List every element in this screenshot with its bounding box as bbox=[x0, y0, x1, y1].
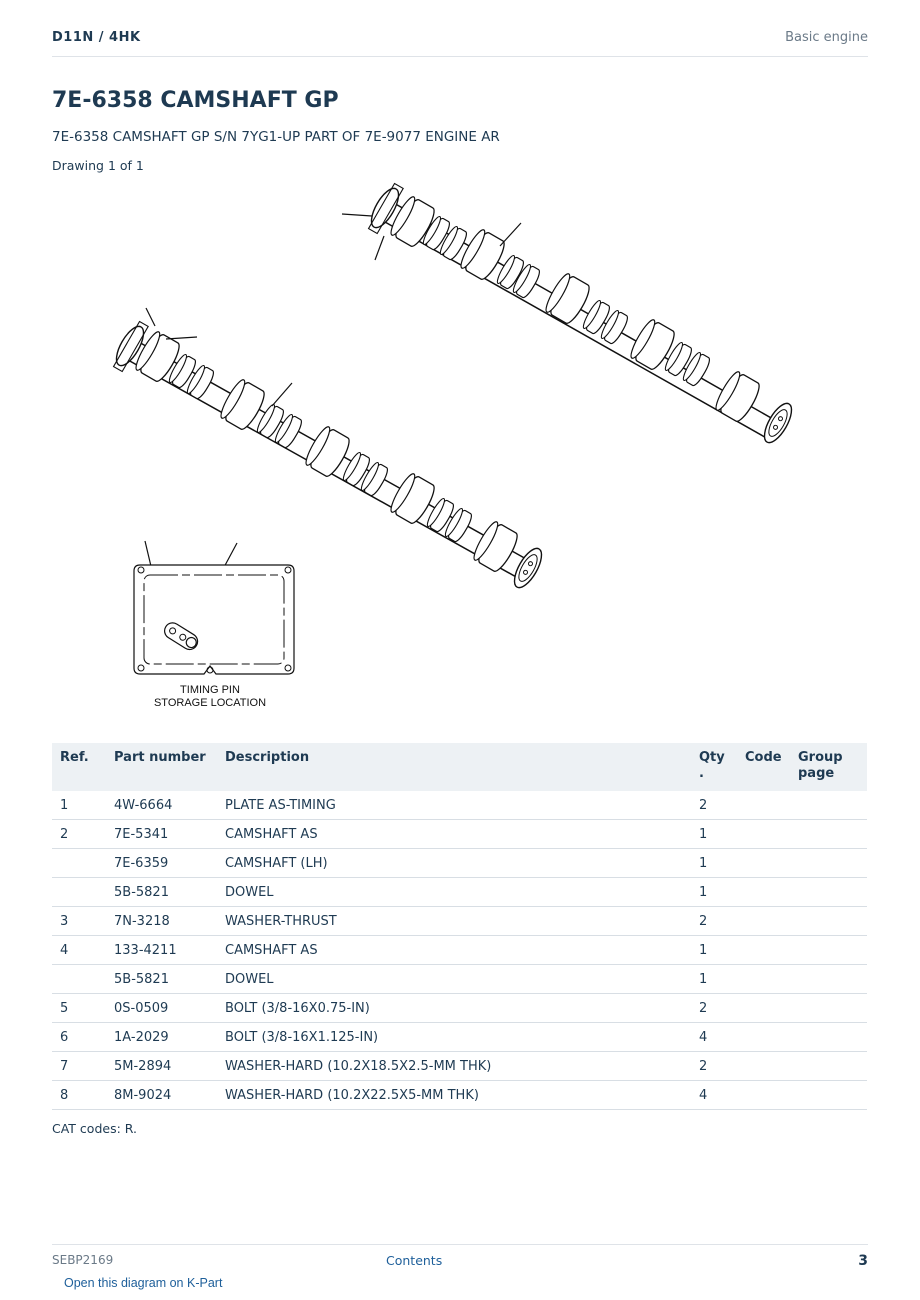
cell-description: DOWEL bbox=[217, 965, 691, 994]
cell-qty: 4 bbox=[691, 1081, 737, 1110]
cell-qty: 2 bbox=[691, 1052, 737, 1081]
cell-qty: 2 bbox=[691, 907, 737, 936]
cell-code bbox=[737, 791, 790, 820]
table-row bbox=[52, 994, 867, 1023]
cell-code bbox=[737, 1052, 790, 1081]
drawing-label: Drawing 1 of 1 bbox=[52, 158, 144, 173]
cell-code bbox=[737, 965, 790, 994]
header-qty bbox=[691, 743, 737, 791]
parts-table bbox=[52, 743, 867, 1110]
cell-group-page bbox=[790, 791, 867, 820]
header-group-line1: Group bbox=[798, 750, 843, 765]
cell-part-number: 1A-2029 bbox=[106, 1023, 217, 1052]
header-qty-line1: Qty bbox=[699, 750, 725, 765]
table-header-row bbox=[52, 743, 867, 791]
header-qty-line2: . bbox=[699, 766, 704, 781]
cell-qty: 1 bbox=[691, 878, 737, 907]
cell-code bbox=[737, 936, 790, 965]
cell-ref: 5 bbox=[52, 994, 106, 1023]
cell-part-number: 4W-6664 bbox=[106, 791, 217, 820]
table-row bbox=[52, 1023, 867, 1052]
cell-part-number: 8M-9024 bbox=[106, 1081, 217, 1110]
page-title: 7E-6358 CAMSHAFT GP bbox=[52, 88, 339, 113]
header-description: Description bbox=[217, 743, 691, 791]
cell-group-page bbox=[790, 994, 867, 1023]
cell-group-page bbox=[790, 1023, 867, 1052]
cell-group-page bbox=[790, 1081, 867, 1110]
cell-ref: 3 bbox=[52, 907, 106, 936]
breadcrumb: D11N / 4HK bbox=[52, 30, 141, 45]
timing-pin-plate-inset bbox=[134, 565, 294, 674]
header-part-number: Part number bbox=[106, 743, 217, 791]
cell-group-page bbox=[790, 849, 867, 878]
cell-code bbox=[737, 1023, 790, 1052]
table-row bbox=[52, 849, 867, 878]
camshaft-diagram bbox=[100, 178, 820, 718]
camshaft-lower bbox=[109, 319, 547, 592]
cell-part-number: 5B-5821 bbox=[106, 965, 217, 994]
cell-qty: 2 bbox=[691, 994, 737, 1023]
cell-ref bbox=[52, 965, 106, 994]
cell-description: CAMSHAFT AS bbox=[217, 820, 691, 849]
cell-code bbox=[737, 1081, 790, 1110]
header-code: Code bbox=[737, 743, 790, 791]
cell-group-page bbox=[790, 936, 867, 965]
cell-qty: 1 bbox=[691, 965, 737, 994]
drawing-caption-line2: STORAGE LOCATION bbox=[153, 697, 267, 709]
cell-description: CAMSHAFT (LH) bbox=[217, 849, 691, 878]
page-header bbox=[52, 28, 868, 57]
cell-description: CAMSHAFT AS bbox=[217, 936, 691, 965]
cell-qty: 1 bbox=[691, 936, 737, 965]
cell-group-page bbox=[790, 820, 867, 849]
cell-part-number: 5B-5821 bbox=[106, 878, 217, 907]
cell-group-page bbox=[790, 1052, 867, 1081]
cell-code bbox=[737, 878, 790, 907]
cell-ref bbox=[52, 849, 106, 878]
cell-description: WASHER-THRUST bbox=[217, 907, 691, 936]
cell-description: WASHER-HARD (10.2X22.5X5-MM THK) bbox=[217, 1081, 691, 1110]
table-row bbox=[52, 820, 867, 849]
cell-ref: 7 bbox=[52, 1052, 106, 1081]
cell-ref: 4 bbox=[52, 936, 106, 965]
cell-qty: 2 bbox=[691, 791, 737, 820]
page-number: 3 bbox=[858, 1253, 868, 1269]
section-label: Basic engine bbox=[785, 30, 868, 45]
table-row bbox=[52, 878, 867, 907]
cell-group-page bbox=[790, 965, 867, 994]
cell-qty: 1 bbox=[691, 820, 737, 849]
cell-part-number: 7E-6359 bbox=[106, 849, 217, 878]
cell-part-number: 5M-2894 bbox=[106, 1052, 217, 1081]
header-ref: Ref. bbox=[52, 743, 106, 791]
cell-qty: 4 bbox=[691, 1023, 737, 1052]
cell-part-number: 0S-0509 bbox=[106, 994, 217, 1023]
cell-code bbox=[737, 907, 790, 936]
cat-codes-note: CAT codes: R. bbox=[52, 1121, 137, 1136]
table-row bbox=[52, 1081, 867, 1110]
cell-code bbox=[737, 994, 790, 1023]
cell-description: WASHER-HARD (10.2X18.5X2.5-MM THK) bbox=[217, 1052, 691, 1081]
cell-ref: 2 bbox=[52, 820, 106, 849]
open-diagram-kpart-link[interactable]: Open this diagram on K-Part bbox=[64, 1276, 223, 1290]
cell-part-number: 133-4211 bbox=[106, 936, 217, 965]
camshaft-upper bbox=[364, 181, 797, 447]
table-row bbox=[52, 1052, 867, 1081]
page-footer bbox=[52, 1244, 868, 1275]
cell-group-page bbox=[790, 878, 867, 907]
cell-code bbox=[737, 820, 790, 849]
cell-ref: 6 bbox=[52, 1023, 106, 1052]
contents-link[interactable]: Contents bbox=[386, 1253, 443, 1268]
table-row bbox=[52, 791, 867, 820]
page-subtitle: 7E-6358 CAMSHAFT GP S/N 7YG1-UP PART OF 7E-9077 ENGINE AR bbox=[52, 129, 500, 145]
cell-group-page bbox=[790, 907, 867, 936]
header-group-page bbox=[790, 743, 867, 791]
cell-qty: 1 bbox=[691, 849, 737, 878]
cell-part-number: 7N-3218 bbox=[106, 907, 217, 936]
table-row bbox=[52, 965, 867, 994]
cell-code bbox=[737, 849, 790, 878]
document-id: SEBP2169 bbox=[52, 1253, 114, 1267]
drawing-caption-line1: TIMING PIN bbox=[180, 684, 240, 696]
cell-ref: 1 bbox=[52, 791, 106, 820]
cell-description: BOLT (3/8-16X0.75-IN) bbox=[217, 994, 691, 1023]
cell-part-number: 7E-5341 bbox=[106, 820, 217, 849]
header-group-line2: page bbox=[798, 766, 835, 781]
table-row bbox=[52, 907, 867, 936]
cell-ref: 8 bbox=[52, 1081, 106, 1110]
cell-description: PLATE AS-TIMING bbox=[217, 791, 691, 820]
table-row bbox=[52, 936, 867, 965]
cell-description: DOWEL bbox=[217, 878, 691, 907]
cell-description: BOLT (3/8-16X1.125-IN) bbox=[217, 1023, 691, 1052]
cell-ref bbox=[52, 878, 106, 907]
